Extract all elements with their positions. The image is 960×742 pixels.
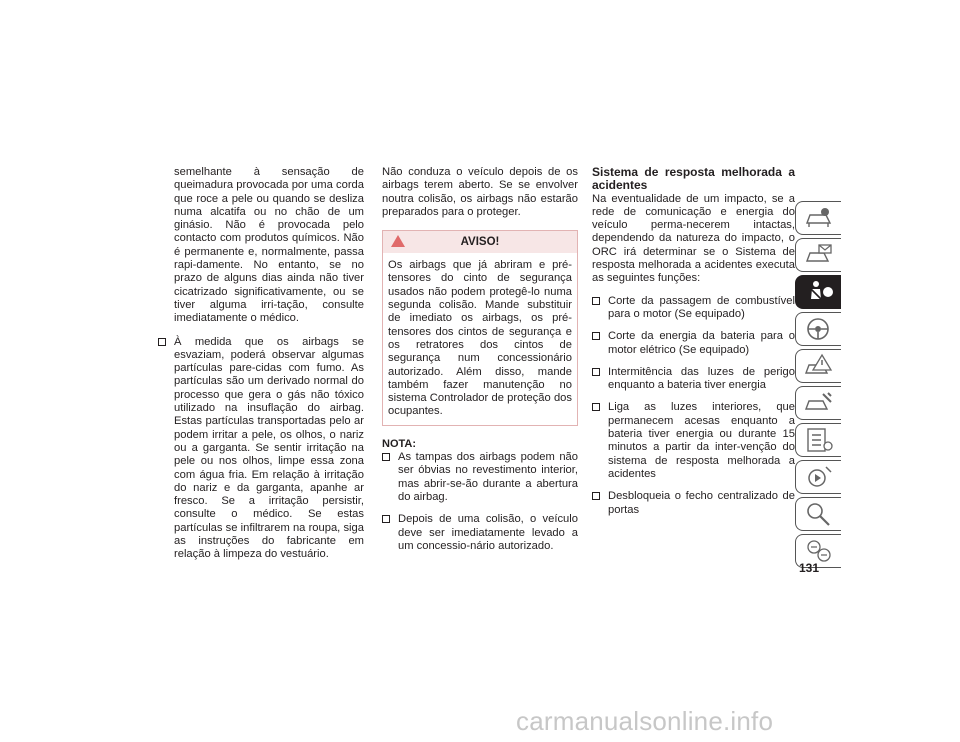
list-item [592,401,795,481]
list-item-text: Desbloqueia o fecho centralizado de portas [608,490,795,516]
list-item-text: Corte da passagem de combustível para o motor (Se equipado) [608,294,795,320]
function-list [592,295,795,517]
bullet-list [158,336,364,562]
tab-seatbelt-airbag[interactable] [795,275,841,309]
list-item [592,330,795,357]
warning-box [382,230,578,426]
list-item [592,366,795,393]
list-item-text: Corte da energia da bateria para o motor elétrico (Se equipado) [608,330,795,356]
paragraph-intro: Na eventualidade de um impacto, se a rede de comunicação e energia do veículo perma-necerem intactas, dependendo da natureza do impacto, o ORC irá determinar se o Sistema de resposta melhorada a acidentes executa as seguintes funções: [592,192,795,285]
magnifier-icon [804,501,834,527]
list-item [592,295,795,322]
tab-car-info[interactable] [795,201,841,235]
watermark: carmanualsonline.info [516,706,774,736]
paragraph-intro: Não conduza o veículo depois de os airbags terem aberto. Se se envolver noutra colisão, os airbags não estarão preparados para o proteger. [382,166,578,218]
checkbox-bullet-icon [592,297,600,305]
list-item-text: Intermitência das luzes de perigo enquanto a bateria tiver energia [608,365,795,392]
checkbox-bullet-icon [382,453,390,461]
list-item [382,513,578,553]
page-number: 131 [799,561,820,575]
note-label: NOTA: [382,437,417,450]
car-service-icon [804,390,834,416]
checkbox-bullet-icon [382,515,390,523]
checklist-icon [804,427,834,453]
section-heading: Sistema de resposta melhorada a acidentes [592,165,795,193]
seatbelt-airbag-icon [804,279,834,305]
warning-header [383,231,577,253]
tab-search[interactable] [795,497,841,531]
car-info-icon [804,205,834,231]
column-2 [382,166,578,562]
warning-body: Os airbags que já abriram e pré-tensores do cinto de segurança usados não podem protegê-lo numa segunda colisão. Mande substituir de imediato os airbags, os pré-tensores dos cintos de segurança e os retratores dos cintos de segurança num concessionário autorizado. Além disso, mande também fazer manutenção no sistema Controlador de proteção dos ocupantes. [388,259,572,418]
checkbox-bullet-icon [592,492,600,500]
tab-multimedia[interactable] [795,460,841,494]
tab-car-service[interactable] [795,386,841,420]
checkbox-bullet-icon [592,368,600,376]
warning-triangle-icon [391,235,405,247]
car-warning-icon [804,353,834,379]
list-item-text: Depois de uma colisão, o veículo deve ser imediatamente levado a um concessio-nário autorizado. [398,513,578,552]
list-item-text: As tampas dos airbags podem não ser óbvias no revestimento interior, mas abrir-se-ão durante a abertura do airbag. [398,451,578,503]
tab-steering-wheel[interactable] [795,312,841,346]
list-item [592,490,795,517]
list-item [158,336,364,562]
column-1 [158,166,364,562]
note-list [382,451,578,553]
list-item-text: À medida que os airbags se esvaziam, poderá observar algumas partículas pare-cidas com fumo. As partículas são um derivado normal do processo que gera o gás não tóxico utilizado na insuflação do airbag. Estas partículas transportadas pelo ar podem irritar a pele, os olhos, o nariz ou a garganta. Se sentir irritação na pele ou nos olhos, limpe essa zona com água fria. Em relação à irritação do nariz e da garganta, apanhe ar fresco. Se a irritação persistir, consulte o médico. Se estas partículas se infiltrarem na roupa, siga as instruções do fabricante em relação à limpeza do vestuário. [174,335,364,561]
chapter-tabs [795,201,841,571]
warning-title: AVISO! [460,236,500,249]
steering-wheel-icon [804,316,834,342]
paragraph-continuation: semelhante à sensação de queimadura provocada por uma corda que roce a pele ou quando se desliza numa alcatifa ou no chão de um ginásio. Não é provocada pelo contacto com produtos químicos. Não é permanente e, normalmente, passa rapi-damente. No entanto, se no prazo de alguns dias ainda não tiver cicatrizado significativamente, ou se tiver alguma irri-tação, consulte imediatamente o médico. [174,166,364,325]
checkbox-bullet-icon [592,332,600,340]
car-mail-icon [804,242,834,268]
tab-checklist[interactable] [795,423,841,457]
list-item-text: Liga as luzes interiores, que permanecem acesas enquanto a bateria tiver energia ou durante 15 minutos a partir da inter-venção do sistema de resposta melhorada a acidentes [608,401,795,480]
checkbox-bullet-icon [158,338,166,346]
tab-car-mail[interactable] [795,238,841,272]
multimedia-icon [804,464,834,490]
tab-car-warning[interactable] [795,349,841,383]
checkbox-bullet-icon [592,403,600,411]
list-item [382,451,578,504]
column-3 [592,166,795,526]
